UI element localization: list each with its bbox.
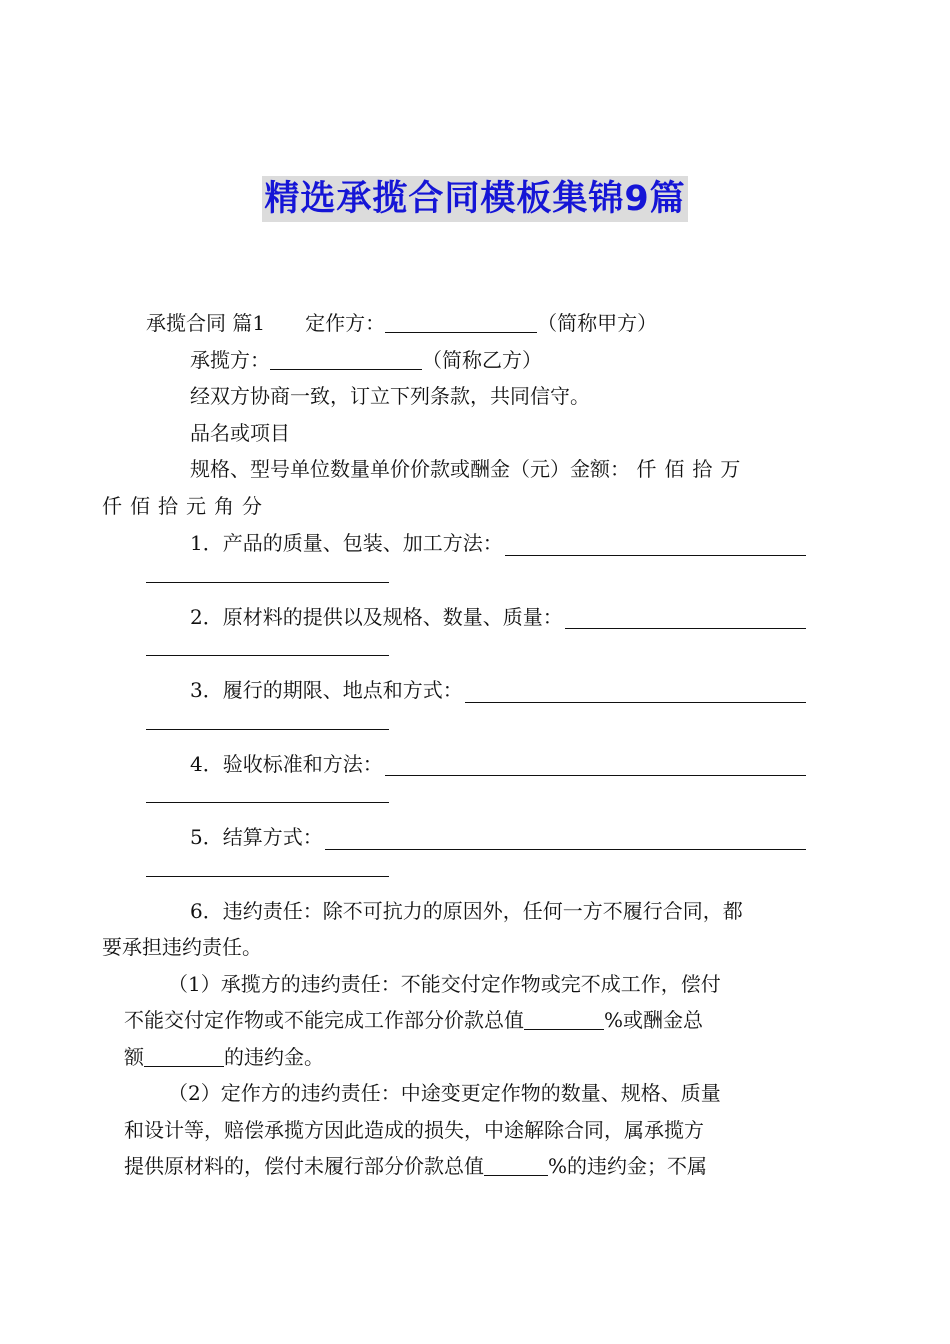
sub-1-line-3a: 额: [124, 1044, 144, 1069]
clause-6: [102, 893, 806, 966]
clause-2-blank[interactable]: [565, 606, 806, 629]
sub-2-line-1: （2）定作方的违约责任：中途变更定作物的数量、规格、质量: [168, 1081, 721, 1105]
clause-5-blank-continued[interactable]: [146, 856, 389, 877]
clause-1-blank-continued[interactable]: [146, 562, 389, 583]
clause-1-blank[interactable]: [505, 533, 806, 556]
party-b-blank[interactable]: [270, 347, 422, 370]
document-title: 精选承揽合同模板集锦9篇: [262, 176, 687, 222]
party-b-label: 承揽方：: [190, 347, 270, 372]
spec-text: 规格、型号单位数量单价价款或酬金（元）金额：: [190, 457, 630, 481]
spec-units-1: 仟佰拾万: [636, 457, 749, 481]
sub-2-line-3a: 提供原材料的，偿付未履行部分价款总值: [124, 1154, 484, 1178]
clause-5-blank[interactable]: [325, 827, 806, 850]
clause-6-line-1: 6．违约责任：除不可抗力的原因外，任何一方不履行合同，都: [190, 898, 743, 923]
clause-6-sub-1: [124, 966, 806, 1076]
party-b-suffix: （简称乙方）: [422, 347, 542, 372]
item-label: 品名或项目: [190, 420, 290, 445]
clause-4-blank[interactable]: [385, 753, 806, 776]
clause-1: [146, 525, 806, 562]
party-b-line: [146, 342, 806, 379]
document-body: [102, 305, 806, 1185]
sub-1-line-3b: 的违约金。: [224, 1044, 324, 1069]
party-a-line: [146, 305, 806, 342]
sub-1-amount-blank[interactable]: [144, 1044, 224, 1067]
clause-3-text: 3．履行的期限、地点和方式：: [190, 678, 463, 702]
clause-3: [146, 672, 806, 709]
clause-6-sub-2: [124, 1075, 806, 1185]
clause-2: [146, 599, 806, 636]
party-a-blank[interactable]: [385, 310, 537, 333]
clause-2-text: 2．原材料的提供以及规格、数量、质量：: [190, 604, 563, 629]
sub-1-line-2a: 不能交付定作物或不能完成工作部分价款总值: [124, 1008, 524, 1032]
clause-4: [146, 746, 806, 783]
spec-units-2: 仟佰拾元角分: [102, 493, 270, 518]
intro-paragraph: 经双方协商一致，订立下列条款，共同信守。: [190, 384, 590, 408]
clause-5: [146, 819, 806, 856]
clause-3-blank-continued[interactable]: [146, 709, 389, 730]
clause-4-text: 4．验收标准和方法：: [190, 751, 383, 776]
sub-2-percent-blank[interactable]: [484, 1153, 548, 1176]
clause-6-line-2: 要承担违约责任。: [102, 935, 262, 959]
spec-paragraph: [102, 451, 806, 524]
sub-1-line-2b: %或酬金总: [604, 1008, 704, 1032]
sub-2-line-3b: %的违约金；不属: [548, 1154, 708, 1178]
sub-1-percent-blank[interactable]: [524, 1007, 604, 1030]
clause-5-text: 5．结算方式：: [190, 825, 323, 849]
party-a-suffix: （简称甲方）: [537, 311, 658, 335]
clause-3-blank[interactable]: [465, 680, 806, 703]
sub-1-line-1: （1）承揽方的违约责任：不能交付定作物或完不成工作，偿付: [168, 971, 721, 996]
clause-2-blank-continued[interactable]: [146, 635, 389, 656]
sub-2-line-2: 和设计等，赔偿承揽方因此造成的损失，中途解除合同，属承揽方: [124, 1117, 704, 1142]
document-title-wrap: [0, 176, 950, 222]
party-a-label: 定作方：: [305, 311, 386, 335]
clause-4-blank-continued[interactable]: [146, 782, 389, 803]
section-label: 承揽合同 篇1: [146, 311, 266, 335]
clause-1-text: 1．产品的质量、包装、加工方法：: [190, 531, 503, 555]
